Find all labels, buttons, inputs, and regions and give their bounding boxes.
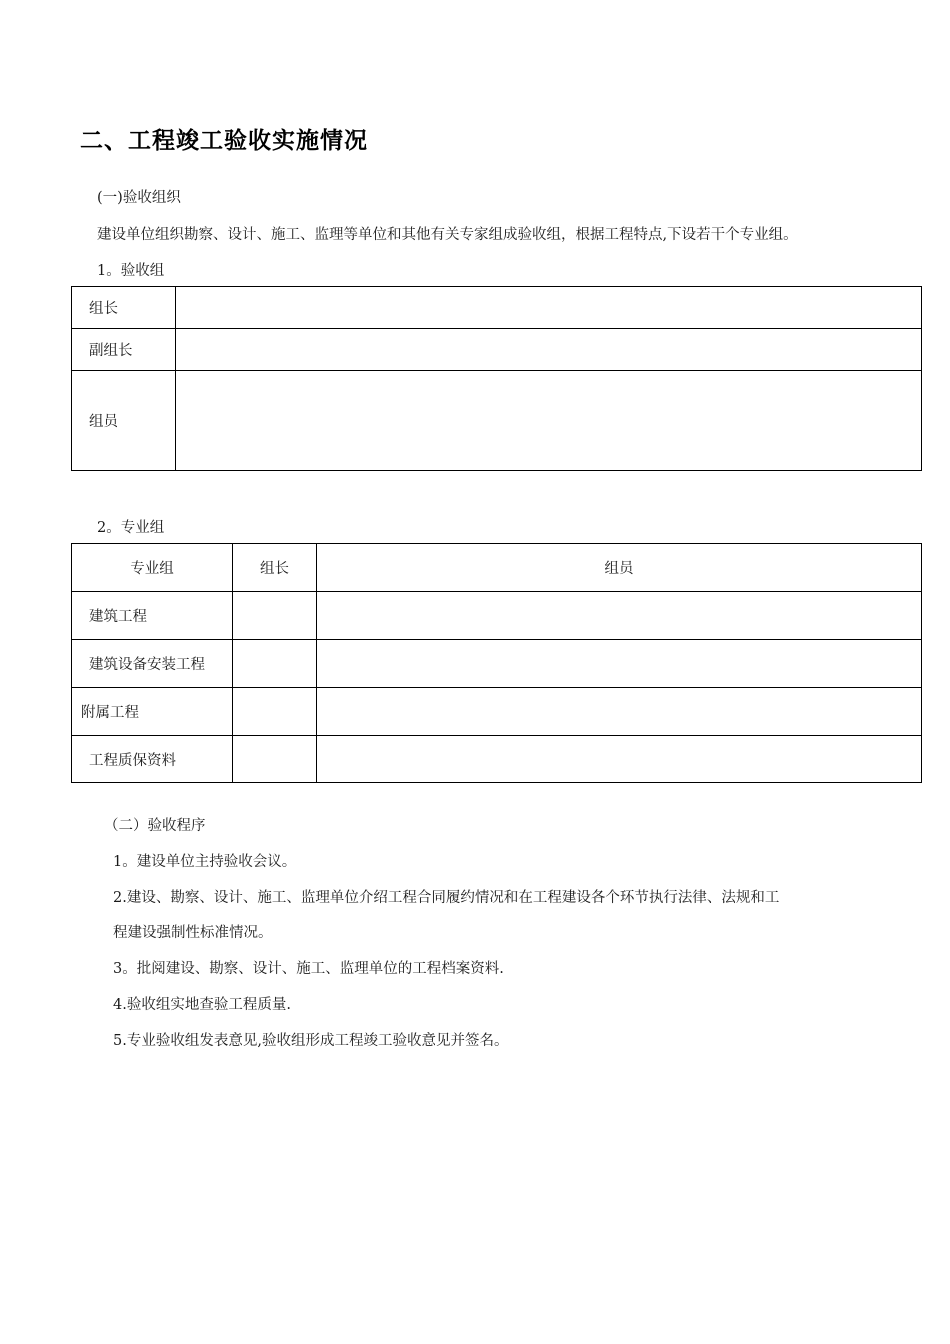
cell-members [317,688,922,736]
row-value-leader [176,287,922,329]
cell-leader [233,592,317,640]
procedure-step-5: 5.专业验收组发表意见,验收组形成工程竣工验收意见并签名。 [113,1033,509,1049]
table-row [72,329,922,371]
cell-members [317,592,922,640]
row-label-quality-documents: 工程质保资料 [72,736,233,783]
procedure-step-1: 1。建设单位主持验收会议。 [113,854,297,870]
row-label-equipment-installation: 建筑设备安装工程 [72,640,233,688]
intro-paragraph: 建设单位组织勘察、设计、施工、监理等单位和其他有关专家组成验收组，根据工程特点,下设若干个专业组。 [97,227,798,243]
row-label-ancillary-works: 附属工程 [72,688,233,736]
section-title-organization: (一)验收组织 [97,190,181,206]
header-members: 组员 [317,544,922,592]
procedure-step-2: 2.建设、勘察、设计、施工、监理单位介绍工程合同履约情况和在工程建设各个环节执行法律、法规和工 [113,890,780,906]
row-label-building-works: 建筑工程 [72,592,233,640]
specialist-group-title: 2。专业组 [97,520,165,536]
row-label-members: 组员 [72,371,176,471]
cell-members [317,640,922,688]
acceptance-group-table [71,286,922,471]
procedure-step-2-continued: 程建设强制性标准情况。 [113,925,273,941]
table-row [72,688,922,736]
header-leader: 组长 [233,544,317,592]
row-label-deputy-leader: 副组长 [72,329,176,371]
procedure-step-4: 4.验收组实地查验工程质量. [113,997,291,1013]
table-row [72,736,922,783]
cell-leader [233,736,317,783]
page-heading: 二、工程竣工验收实施情况 [80,128,368,154]
table-row [72,287,922,329]
row-value-deputy-leader [176,329,922,371]
specialist-group-table [71,543,922,783]
table-header-row [72,544,922,592]
cell-leader [233,688,317,736]
procedure-step-3: 3。批阅建设、勘察、设计、施工、监理单位的工程档案资料. [113,961,504,977]
cell-leader [233,640,317,688]
row-value-members [176,371,922,471]
table-row [72,640,922,688]
row-label-leader: 组长 [72,287,176,329]
acceptance-group-title: 1。验收组 [97,263,165,279]
table-row [72,371,922,471]
table-row [72,592,922,640]
section-title-procedure: （二）验收程序 [104,818,206,834]
cell-members [317,736,922,783]
header-specialist-group: 专业组 [72,544,233,592]
